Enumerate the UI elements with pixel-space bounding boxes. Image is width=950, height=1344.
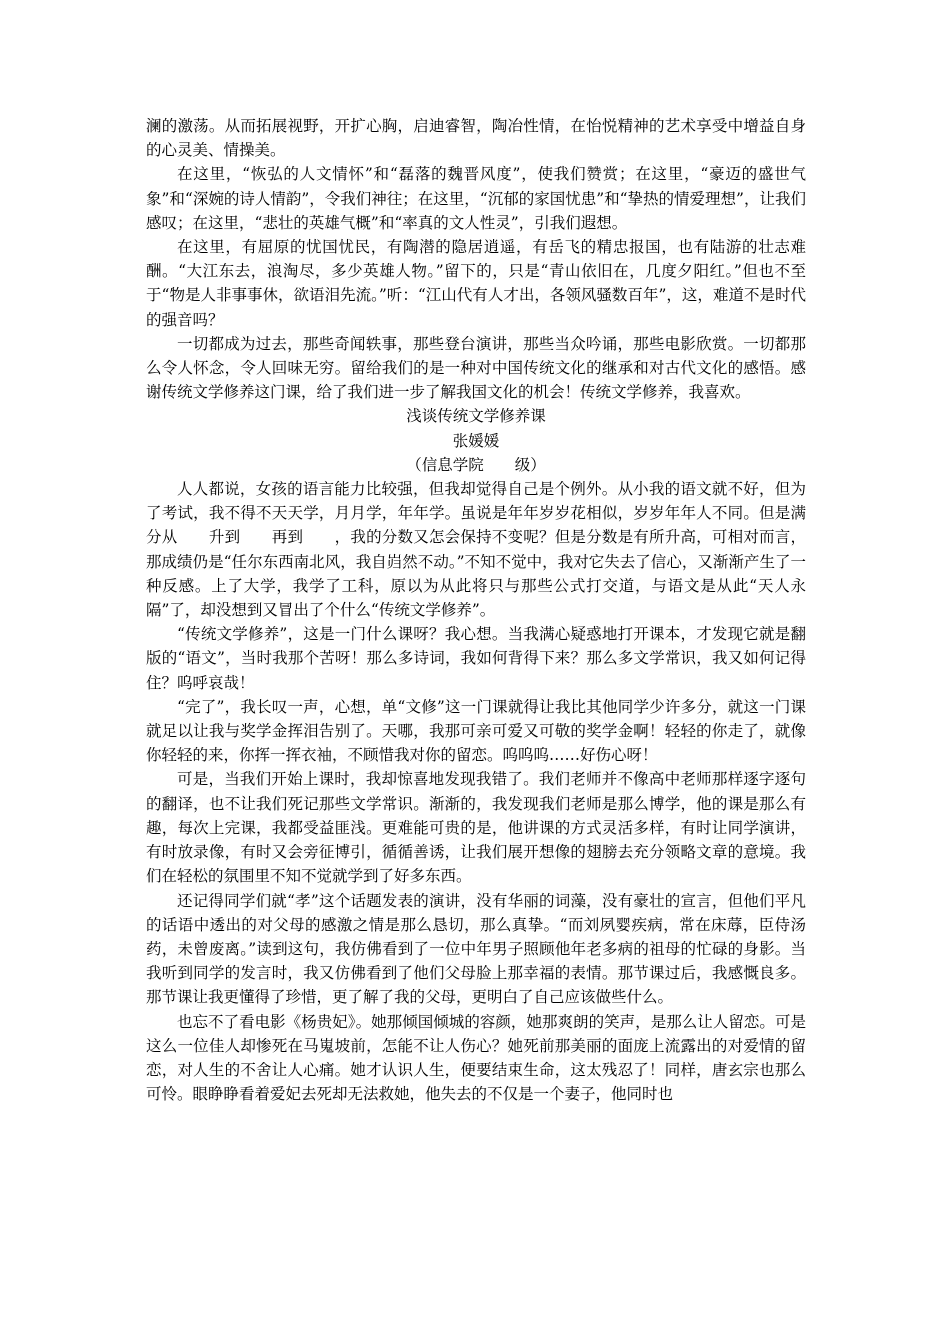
paragraph: 澜的激荡。从而拓展视野，开扩心胸，启迪睿智，陶冶性情，在怡悦精神的艺术享受中增益自身的心灵美、情操美。: [146, 117, 806, 160]
article-title: 浅谈传统文学修养课: [406, 407, 546, 426]
paragraph: “完了”，我长叹一声，心想，单“文修”这一门课就得让我比其他同学少许多分，就这一门课就足以让我与奖学金挥泪告别了。天哪，我那可亲可爱又可敬的奖学金啊！轻轻的你走了，就像你轻轻的来，你挥一挥衣袖，不顾惜我对你的留恋。呜呜呜……好伤心呀！: [146, 697, 806, 765]
paragraph: 在这里，“恢弘的人文情怀”和“磊落的魏晋风度”，使我们赞赏；在这里，“豪迈的盛世气象”和“深婉的诗人情韵”，令我们神往；在这里，“沉郁的家国忧患”和“挚热的情爱理想”，让我们感叹；在这里，“悲壮的英雄气概”和“率真的文人性灵”，引我们遐想。: [146, 165, 806, 232]
paragraph: 也忘不了看电影《杨贵妃》。她那倾国倾城的容颜，她那爽朗的笑声，是那么让人留恋。可是这么一位佳人却惨死在马嵬坡前，怎能不让人伤心？她死前那美丽的面庞上流露出的对爱情的留恋，对人生的不舍让人心痛。她才认识人生，便要结束生命，这太残忍了！同样，唐玄宗也那么可怜。眼睁睁看着爱妃去死却无法救她，他失去的不仅是一个妻子，他同时也: [146, 1012, 806, 1104]
article-affiliation: （信息学院 级）: [406, 455, 546, 474]
paragraph: 还记得同学们就“孝”这个话题发表的演讲，没有华丽的词藻，没有豪壮的宣言，但他们平凡的话语中透出的对父母的感激之情是那么恳切，那么真挚。“而刘夙婴疾病，常在床蓐，臣侍汤药，未曾废离。”读到这句，我仿佛看到了一位中年男子照顾他年老多病的祖母的忙碌的身影。当我听到同学的发言时，我又仿佛看到了他们父母脸上那幸福的表情。那节课过后，我感慨良多。那节课让我更懂得了珍惜，更了解了我的父母，更明白了自己应该做些什么。: [146, 891, 806, 1007]
paragraph: 在这里，有屈原的忧国忧民，有陶潜的隐居逍遥，有岳飞的精忠报国，也有陆游的壮志难酬。“大江东去，浪淘尽，多少英雄人物。”留下的，只是“青山依旧在，几度夕阳红。”但也不至于“物是人非事事休，欲语泪先流。”听：“江山代有人才出，各领风骚数百年”，这，难道不是时代的强音吗？: [146, 238, 806, 329]
paragraph: “传统文学修养”，这是一门什么课呀？我心想。当我满心疑惑地打开课本，才发现它就是翻版的“语文”，当时我那个苦呀！那么多诗词，我如何背得下来？那么多文学常识，我又如何记得住？呜呼哀哉！: [146, 625, 806, 692]
document-page: [146, 114, 806, 1106]
paragraph: 一切都成为过去，那些奇闻轶事，那些登台演讲，那些当众吟诵，那些电影欣赏。一切都那么令人怀念，令人回味无穷。留给我们的是一种对中国传统文化的继承和对古代文化的感悟。感谢传统文学修养这门课，给了我们进一步了解我国文化的机会！传统文学修养，我喜欢。: [146, 334, 806, 402]
paragraph: 可是，当我们开始上课时，我却惊喜地发现我错了。我们老师并不像高中老师那样逐字逐句的翻译，也不让我们死记那些文学常识。渐渐的，我发现我们老师是那么博学，他的课是那么有趣，每次上完课，我都受益匪浅。更难能可贵的是，他讲课的方式灵活多样，有时让同学演讲，有时放录像，有时又会旁征博引，循循善诱，让我们展开想像的翅膀去充分领略文章的意境。我们在轻松的氛围里不知不觉就学到了好多东西。: [146, 770, 806, 886]
paragraph: 人人都说，女孩的语言能力比较强，但我却觉得自己是个例外。从小我的语文就不好，但为了考试，我不得不天天学，月月学，年年学。虽说是年年岁岁花相似，岁岁年年人不同。但是满分从 升到 再到 ，我的分数又怎会保持不变呢？但是分数是有所升高，可相对而言，那成绩仍是“任尔东西南北风，我自岿然不动。”不知不觉中，我对它失去了信心，又渐渐产生了一种反感。上了大学，我学了工科，原以为从此将只与那些公式打交道，与语文是从此“天人永隔”了，却没想到又冒出了个什么“传统文学修养”。: [146, 480, 806, 620]
article-author: 张媛媛: [452, 431, 500, 450]
